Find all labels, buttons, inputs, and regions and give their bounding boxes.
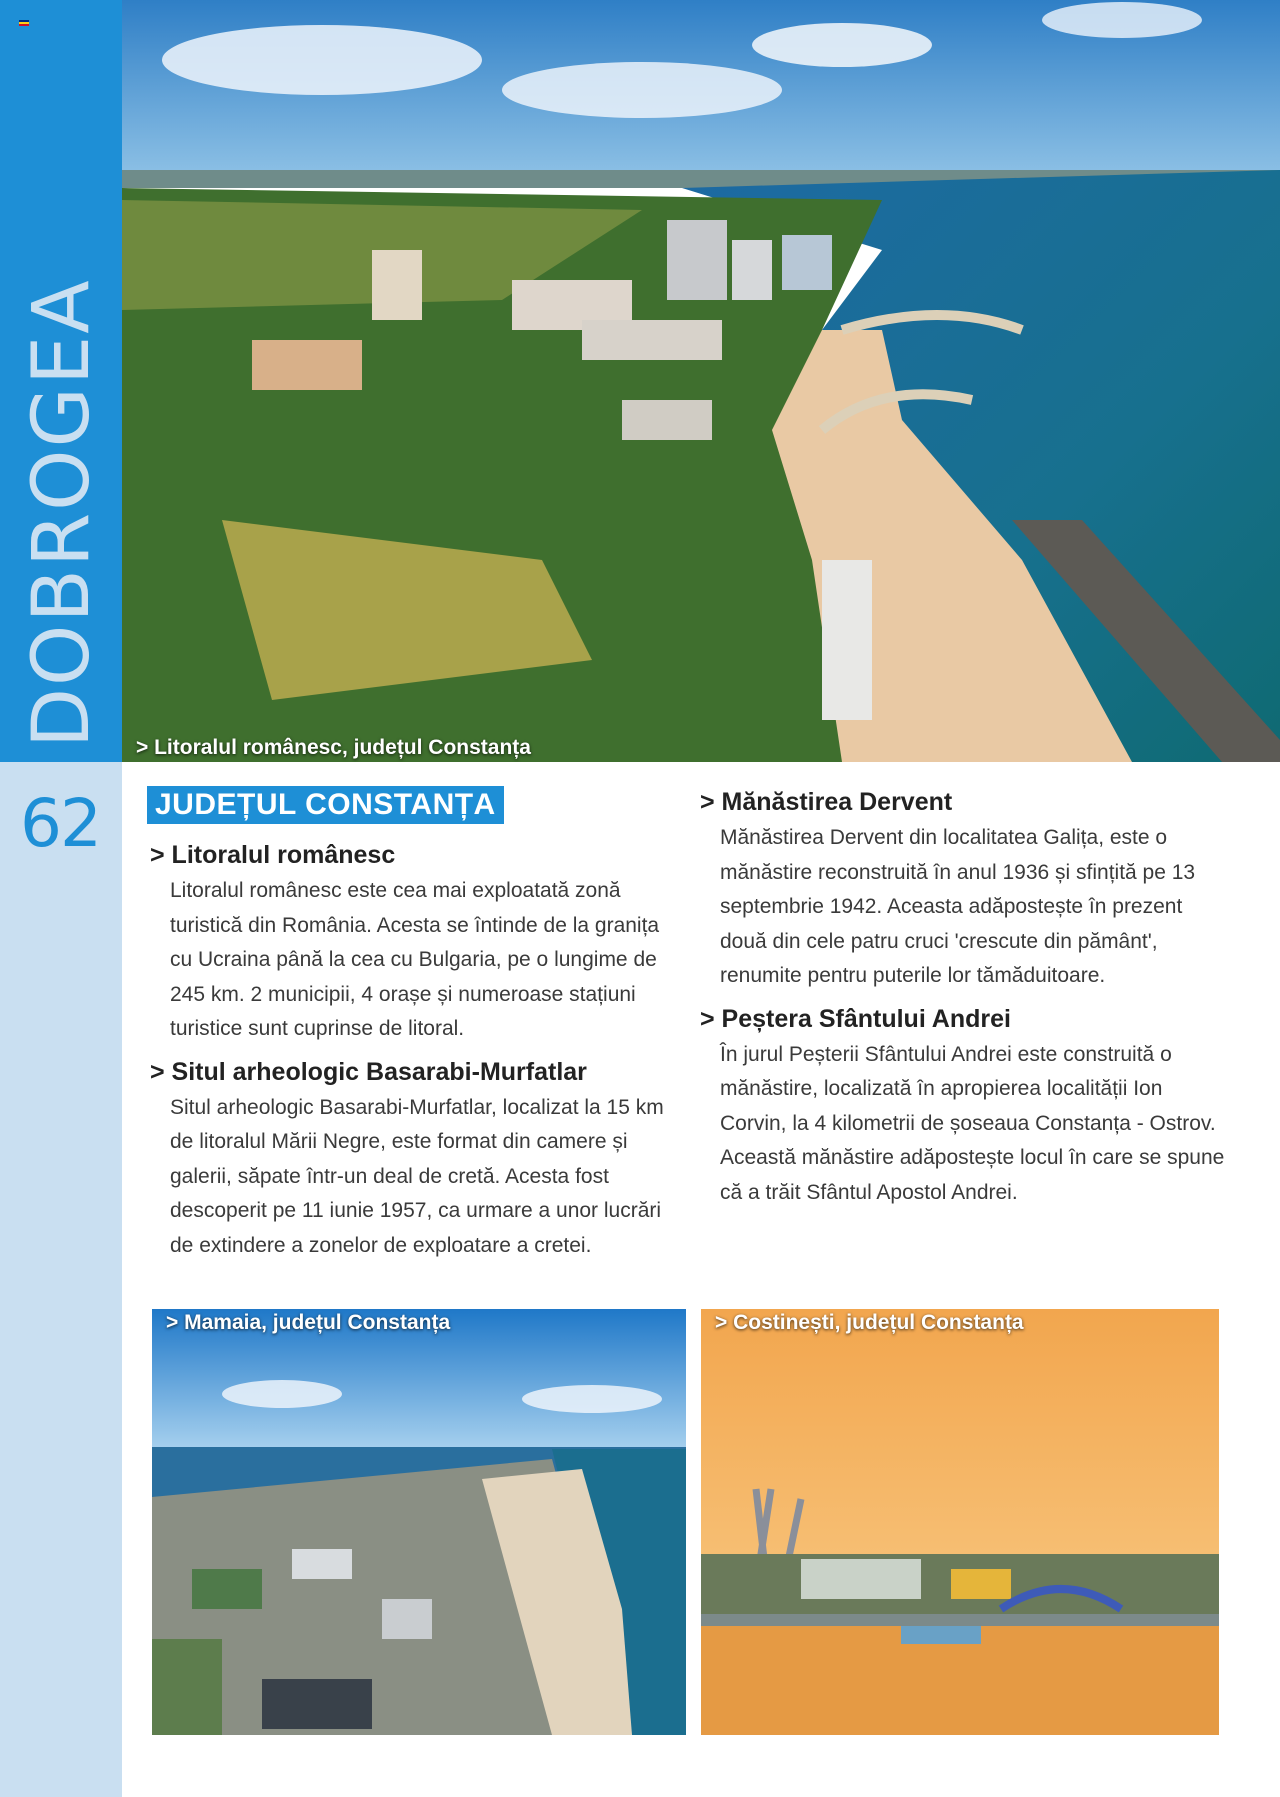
section-text: Litoralul românesc este cea mai exploatată zonă turistică din România. Acesta se întinde de la granița cu Ucraina până la cea cu Bulgaria, pe o lungime de 245 km. 2 municipii, 4 orașe și numeroase stațiuni turistice sunt cuprinse de litoral. [170, 879, 660, 1040]
page-title: JUDEȚUL CONSTANȚA [147, 786, 504, 824]
section-heading: > Peștera Sfântului Andrei [700, 1002, 1230, 1036]
region-label: DOBROGEA [17, 278, 107, 748]
section-text: Mănăstirea Dervent din localitatea Galița, este o mănăstire reconstruită în anul 1936 și sfințită pe 13 septembrie 1942. Aceasta adăpostește în prezent două din cele patru cruci 'crescute din pământ', renumite pentru puterile lor tămăduitoare. [720, 826, 1196, 987]
costinesti-photo [701, 1309, 1219, 1735]
sidebar-band-light [0, 762, 122, 1797]
section-heading: > Situl arheologic Basarabi-Murfatlar [150, 1055, 680, 1089]
section-text: Situl arheologic Basarabi-Murfatlar, localizat la 15 km de litoralul Mării Negre, este format din camere și galerii, săpate într-un deal de cretă. Acesta fost descoperit pe 11 iunie 1957, ca urmare a unor lucrări de extindere a zonelor de exploatare a cretei. [170, 1095, 664, 1257]
mamaia-photo-image [152, 1309, 686, 1735]
mamaia-caption: > Mamaia, județul Constanța [166, 1311, 451, 1334]
mamaia-photo [152, 1309, 686, 1735]
hero-photo-image [122, 0, 1280, 762]
page-number: 62 [20, 785, 100, 862]
right-column [700, 785, 1230, 1218]
section-heading: > Mănăstirea Dervent [700, 785, 1230, 819]
hero-photo [122, 0, 1280, 762]
section-heading: > Litoralul românesc [150, 838, 680, 872]
flag-icon [19, 20, 29, 26]
hero-caption: > Litoralul românesc, județul Constanța [136, 736, 531, 759]
left-column [150, 838, 680, 1271]
costinesti-photo-image [701, 1309, 1219, 1735]
section-text: În jurul Peșterii Sfântului Andrei este construită o mănăstire, localizată în apropierea localității Ion Corvin, la 4 kilometrii de șoseaua Constanța - Ostrov. Această mănăstire adăpostește locul în care se spune că a trăit Sfântul Apostol Andrei. [720, 1042, 1225, 1204]
costinesti-caption: > Costinești, județul Constanța [715, 1311, 1024, 1334]
